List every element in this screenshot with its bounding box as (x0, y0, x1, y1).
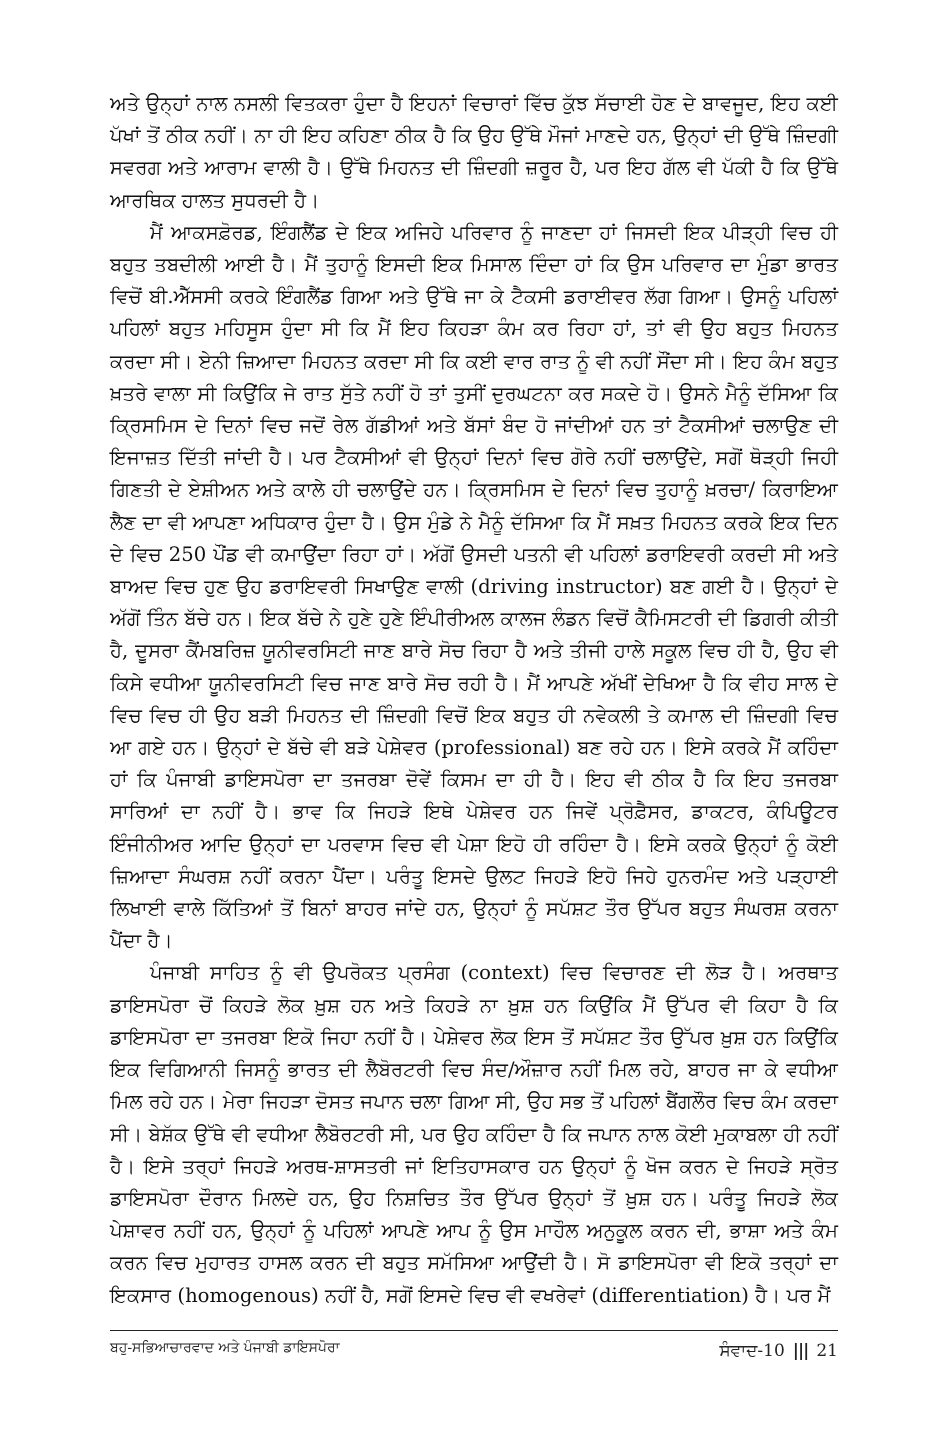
page-number: 21 (816, 1341, 838, 1361)
page-footer-right (719, 1341, 838, 1361)
running-title: ਬਹੁ-ਸਭਿਆਚਾਰਵਾਦ ਅਤੇ ਪੰਜਾਬੀ ਡਾਇਸਪੋਰਾ (110, 1340, 340, 1356)
series-label: ਸੰਵਾਦ-10 (719, 1341, 785, 1361)
body-text (110, 88, 838, 1312)
separator-mark: ||| (792, 1341, 809, 1361)
paragraph-oxford-family: ਮੈਂ ਆਕਸਫ਼ੋਰਡ, ਇੰਗਲੈਂਡ ਦੇ ਇਕ ਅਜਿਹੇ ਪਰਿਵਾਰ ਨੂੰ ਜਾਣਦਾ ਹਾਂ ਜਿਸਦੀ ਇਕ ਪੀੜ੍ਹੀ ਵਿਚ ਹੀ ਬਹੁਤ ਤਬਦੀਲੀ ਆਈ ਹੈ। ਮੈਂ ਤੁਹਾਨੂੰ ਇਸਦੀ ਇਕ ਮਿਸਾਲ ਦਿੰਦਾ ਹਾਂ ਕਿ ਉਸ ਪਰਿਵਾਰ ਦਾ ਮੁੰਡਾ ਭਾਰਤ ਵਿਚੋਂ ਬੀ.ਐੱਸਸੀ ਕਰਕੇ ਇੰਗਲੈਂਡ ਗਿਆ ਅਤੇ ਉੱਥੇ ਜਾ ਕੇ ਟੈਕਸੀ ਡਰਾਈਵਰ ਲੱਗ ਗਿਆ। ਉਸਨੂੰ ਪਹਿਲਾਂ ਪਹਿਲਾਂ ਬਹੁਤ ਮਹਿਸੂਸ ਹੁੰਦਾ ਸੀ ਕਿ ਮੈਂ ਇਹ ਕਿਹੜਾ ਕੰਮ ਕਰ ਰਿਹਾ ਹਾਂ, ਤਾਂ ਵੀ ਉਹ ਬਹੁਤ ਮਿਹਨਤ ਕਰਦਾ ਸੀ। ਏਨੀ ਜ਼ਿਆਦਾ ਮਿਹਨਤ ਕਰਦਾ ਸੀ ਕਿ ਕਈ ਵਾਰ ਰਾਤ ਨੂੰ ਵੀ ਨਹੀਂ ਸੌਂਦਾ ਸੀ। ਇਹ ਕੰਮ ਬਹੁਤ ਖ਼ਤਰੇ ਵਾਲਾ ਸੀ ਕਿਉਂਕਿ ਜੇ ਰਾਤ ਸੁੱਤੇ ਨਹੀਂ ਹੋ ਤਾਂ ਤੁਸੀਂ ਦੁਰਘਟਨਾ ਕਰ ਸਕਦੇ ਹੋ। ਉਸਨੇ ਮੈਨੂੰ ਦੱਸਿਆ ਕਿ ਕ੍ਰਿਸਮਿਸ ਦੇ ਦਿਨਾਂ ਵਿਚ ਜਦੋਂ ਰੇਲ ਗੱਡੀਆਂ ਅਤੇ ਬੱਸਾਂ ਬੰਦ ਹੋ ਜਾਂਦੀਆਂ ਹਨ ਤਾਂ ਟੈਕਸੀਆਂ ਚਲਾਉਣ ਦੀ ਇਜਾਜ਼ਤ ਦਿੱਤੀ ਜਾਂਦੀ ਹੈ। ਪਰ ਟੈਕਸੀਆਂ ਵੀ ਉਨ੍ਹਾਂ ਦਿਨਾਂ ਵਿਚ ਗੋਰੇ ਨਹੀਂ ਚਲਾਉਂਦੇ, ਸਗੋਂ ਥੋੜ੍ਹੀ ਜਿਹੀ ਗਿਣਤੀ ਦੇ ਏਸ਼ੀਅਨ ਅਤੇ ਕਾਲੇ ਹੀ ਚਲਾਉਂਦੇ ਹਨ। ਕ੍ਰਿਸਮਿਸ ਦੇ ਦਿਨਾਂ ਵਿਚ ਤੁਹਾਨੂੰ ਖ਼ਰਚਾ/ ਕਿਰਾਇਆ ਲੈਣ ਦਾ ਵੀ ਆਪਣਾ ਅਧਿਕਾਰ ਹੁੰਦਾ ਹੈ। ਉਸ ਮੁੰਡੇ ਨੇ ਮੈਨੂੰ ਦੱਸਿਆ ਕਿ ਮੈਂ ਸਖ਼ਤ ਮਿਹਨਤ ਕਰਕੇ ਇਕ ਦਿਨ ਦੇ ਵਿਚ 250 ਪੌਂਡ ਵੀ ਕਮਾਉਂਦਾ ਰਿਹਾ ਹਾਂ। ਅੱਗੋਂ ਉਸਦੀ ਪਤਨੀ ਵੀ ਪਹਿਲਾਂ ਡਰਾਇਵਰੀ ਕਰਦੀ ਸੀ ਅਤੇ ਬਾਅਦ ਵਿਚ ਹੁਣ ਉਹ ਡਰਾਇਵਰੀ ਸਿਖਾਉਣ ਵਾਲੀ (driving instructor) ਬਣ ਗਈ ਹੈ। ਉਨ੍ਹਾਂ ਦੇ ਅੱਗੋਂ ਤਿੰਨ ਬੱਚੇ ਹਨ। ਇਕ ਬੱਚੇ ਨੇ ਹੁਣੇ ਹੁਣੇ ਇੰਪੀਰੀਅਲ ਕਾਲਜ ਲੰਡਨ ਵਿਚੋਂ ਕੈਮਿਸਟਰੀ ਦੀ ਡਿਗਰੀ ਕੀਤੀ ਹੈ, ਦੂਸਰਾ ਕੈਂਮਬਰਿਜ਼ ਯੂਨੀਵਰਸਿਟੀ ਜਾਣ ਬਾਰੇ ਸੋਚ ਰਿਹਾ ਹੈ ਅਤੇ ਤੀਜੀ ਹਾਲੇ ਸਕੂਲ ਵਿਚ ਹੀ ਹੈ, ਉਹ ਵੀ ਕਿਸੇ ਵਧੀਆ ਯੂਨੀਵਰਸਿਟੀ ਵਿਚ ਜਾਣ ਬਾਰੇ ਸੋਚ ਰਹੀ ਹੈ। ਮੈਂ ਆਪਣੇ ਅੱਖੀਂ ਦੇਖਿਆ ਹੈ ਕਿ ਵੀਹ ਸਾਲ ਦੇ ਵਿਚ ਵਿਚ ਹੀ ਉਹ ਬੜੀ ਮਿਹਨਤ ਦੀ ਜ਼ਿੰਦਗੀ ਵਿਚੋਂ ਇਕ ਬਹੁਤ ਹੀ ਨਵੇਕਲੀ ਤੇ ਕਮਾਲ ਦੀ ਜ਼ਿੰਦਗੀ ਵਿਚ ਆ ਗਏ ਹਨ। ਉਨ੍ਹਾਂ ਦੇ ਬੱਚੇ ਵੀ ਬੜੇ ਪੇਸ਼ੇਵਰ (professional) ਬਣ ਰਹੇ ਹਨ। ਇਸੇ ਕਰਕੇ ਮੈਂ ਕਹਿੰਦਾ ਹਾਂ ਕਿ ਪੰਜਾਬੀ ਡਾਇਸਪੋਰਾ ਦਾ ਤਜਰਬਾ ਦੋਵੇਂ ਕਿਸਮ ਦਾ ਹੀ ਹੈ। ਇਹ ਵੀ ਠੀਕ ਹੈ ਕਿ ਇਹ ਤਜਰਬਾ ਸਾਰਿਆਂ ਦਾ ਨਹੀਂ ਹੈ। ਭਾਵ ਕਿ ਜਿਹੜੇ ਇਥੇ ਪੇਸ਼ੇਵਰ ਹਨ ਜਿਵੇਂ ਪ੍ਰੋਫ਼ੈਸਰ, ਡਾਕਟਰ, ਕੰਪਿਊਟਰ ਇੰਜੀਨੀਅਰ ਆਦਿ ਉਨ੍ਹਾਂ ਦਾ ਪਰਵਾਸ ਵਿਚ ਵੀ ਪੇਸ਼ਾ ਇਹੋ ਹੀ ਰਹਿੰਦਾ ਹੈ। ਇਸੇ ਕਰਕੇ ਉਨ੍ਹਾਂ ਨੂੰ ਕੋਈ ਜ਼ਿਆਦਾ ਸੰਘਰਸ਼ ਨਹੀਂ ਕਰਨਾ ਪੈਂਦਾ। ਪਰੰਤੂ ਇਸਦੇ ਉਲਟ ਜਿਹੜੇ ਇਹੋ ਜਿਹੇ ਹੁਨਰਮੰਦ ਅਤੇ ਪੜ੍ਹਾਈ ਲਿਖਾਈ ਵਾਲੇ ਕਿੱਤਿਆਂ ਤੋਂ ਬਿਨਾਂ ਬਾਹਰ ਜਾਂਦੇ ਹਨ, ਉਨ੍ਹਾਂ ਨੂੰ ਸਪੱਸ਼ਟ ਤੌਰ ਉੱਪਰ ਬਹੁਤ ਸੰਘਰਸ਼ ਕਰਨਾ ਪੈਂਦਾ ਹੈ। (110, 220, 838, 953)
paragraph-punjabi-literature: ਪੰਜਾਬੀ ਸਾਹਿਤ ਨੂੰ ਵੀ ਉਪਰੋਕਤ ਪ੍ਰਸੰਗ (context) ਵਿਚ ਵਿਚਾਰਣ ਦੀ ਲੋੜ ਹੈ। ਅਰਥਾਤ ਡਾਇਸਪੋਰਾ ਚੋਂ ਕਿਹੜੇ ਲੋਕ ਖ਼ੁਸ਼ ਹਨ ਅਤੇ ਕਿਹੜੇ ਨਾ ਖ਼ੁਸ਼ ਹਨ ਕਿਉਂਕਿ ਮੈਂ ਉੱਪਰ ਵੀ ਕਿਹਾ ਹੈ ਕਿ ਡਾਇਸਪੋਰਾ ਦਾ ਤਜਰਬਾ ਇਕੋ ਜਿਹਾ ਨਹੀਂ ਹੈ। ਪੇਸ਼ੇਵਰ ਲੋਕ ਇਸ ਤੋਂ ਸਪੱਸ਼ਟ ਤੌਰ ਉੱਪਰ ਖ਼ੁਸ਼ ਹਨ ਕਿਉਂਕਿ ਇਕ ਵਿਗਿਆਨੀ ਜਿਸਨੂੰ ਭਾਰਤ ਦੀ ਲੈਬੋਰਟਰੀ ਵਿਚ ਸੰਦ/ਔਜ਼ਾਰ ਨਹੀਂ ਮਿਲ ਰਹੇ, ਬਾਹਰ ਜਾ ਕੇ ਵਧੀਆ ਮਿਲ ਰਹੇ ਹਨ। ਮੇਰਾ ਜਿਹੜਾ ਦੋਸਤ ਜਪਾਨ ਚਲਾ ਗਿਆ ਸੀ, ਉਹ ਸਭ ਤੋਂ ਪਹਿਲਾਂ ਬੈਂਗਲੌਰ ਵਿਚ ਕੰਮ ਕਰਦਾ ਸੀ। ਬੇਸ਼ੱਕ ਉੱਥੇ ਵੀ ਵਧੀਆ ਲੈਬੋਰਟਰੀ ਸੀ, ਪਰ ਉਹ ਕਹਿੰਦਾ ਹੈ ਕਿ ਜਪਾਨ ਨਾਲ ਕੋਈ ਮੁਕਾਬਲਾ ਹੀ ਨਹੀਂ ਹੈ। ਇਸੇ ਤਰ੍ਹਾਂ ਜਿਹੜੇ ਅਰਥ-ਸ਼ਾਸਤਰੀ ਜਾਂ ਇਤਿਹਾਸਕਾਰ ਹਨ ਉਨ੍ਹਾਂ ਨੂੰ ਖੋਜ ਕਰਨ ਦੇ ਜਿਹੜੇ ਸ੍ਰੋਤ ਡਾਇਸਪੋਰਾ ਦੌਰਾਨ ਮਿਲਦੇ ਹਨ, ਉਹ ਨਿਸ਼ਚਿਤ ਤੌਰ ਉੱਪਰ ਉਨ੍ਹਾਂ ਤੋਂ ਖ਼ੁਸ਼ ਹਨ। ਪਰੰਤੂ ਜਿਹੜੇ ਲੋਕ ਪੇਸ਼ਾਵਰ ਨਹੀਂ ਹਨ, ਉਨ੍ਹਾਂ ਨੂੰ ਪਹਿਲਾਂ ਆਪਣੇ ਆਪ ਨੂੰ ਉਸ ਮਾਹੌਲ ਅਨੁਕੂਲ ਕਰਨ ਦੀ, ਭਾਸ਼ਾ ਅਤੇ ਕੰਮ ਕਰਨ ਵਿਚ ਮੁਹਾਰਤ ਹਾਸਲ ਕਰਨ ਦੀ ਬਹੁਤ ਸਮੱਸਿਆ ਆਉਂਦੀ ਹੈ। ਸੋ ਡਾਇਸਪੋਰਾ ਵੀ ਇਕੋ ਤਰ੍ਹਾਂ ਦਾ ਇਕਸਾਰ (homogenous) ਨਹੀਂ ਹੈ, ਸਗੋਂ ਇਸਦੇ ਵਿਚ ਵੀ ਵਖਰੇਵਾਂ (differentiation) ਹੈ। ਪਰ ਮੈਂ (110, 961, 838, 1307)
footer-rule (110, 1330, 838, 1331)
paragraph-continuation: ਅਤੇ ਉਨ੍ਹਾਂ ਨਾਲ ਨਸਲੀ ਵਿਤਕਰਾ ਹੁੰਦਾ ਹੈ ਇਹਨਾਂ ਵਿਚਾਰਾਂ ਵਿੱਚ ਕੁੱਝ ਸੱਚਾਈ ਹੋਣ ਦੇ ਬਾਵਜੂਦ, ਇਹ ਕਈ ਪੱਖਾਂ ਤੋਂ ਠੀਕ ਨਹੀਂ। ਨਾ ਹੀ ਇਹ ਕਹਿਣਾ ਠੀਕ ਹੈ ਕਿ ਉਹ ਉੱਥੇ ਮੌਜਾਂ ਮਾਣਦੇ ਹਨ, ਉਨ੍ਹਾਂ ਦੀ ਉੱਥੇ ਜ਼ਿੰਦਗੀ ਸਵਰਗ ਅਤੇ ਆਰਾਮ ਵਾਲੀ ਹੈ। ਉੱਥੇ ਮਿਹਨਤ ਦੀ ਜ਼ਿੰਦਗੀ ਜ਼ਰੂਰ ਹੈ, ਪਰ ਇਹ ਗੱਲ ਵੀ ਪੱਕੀ ਹੈ ਕਿ ਉੱਥੇ ਆਰਥਿਕ ਹਾਲਤ ਸੁਧਰਦੀ ਹੈ। (110, 92, 838, 212)
